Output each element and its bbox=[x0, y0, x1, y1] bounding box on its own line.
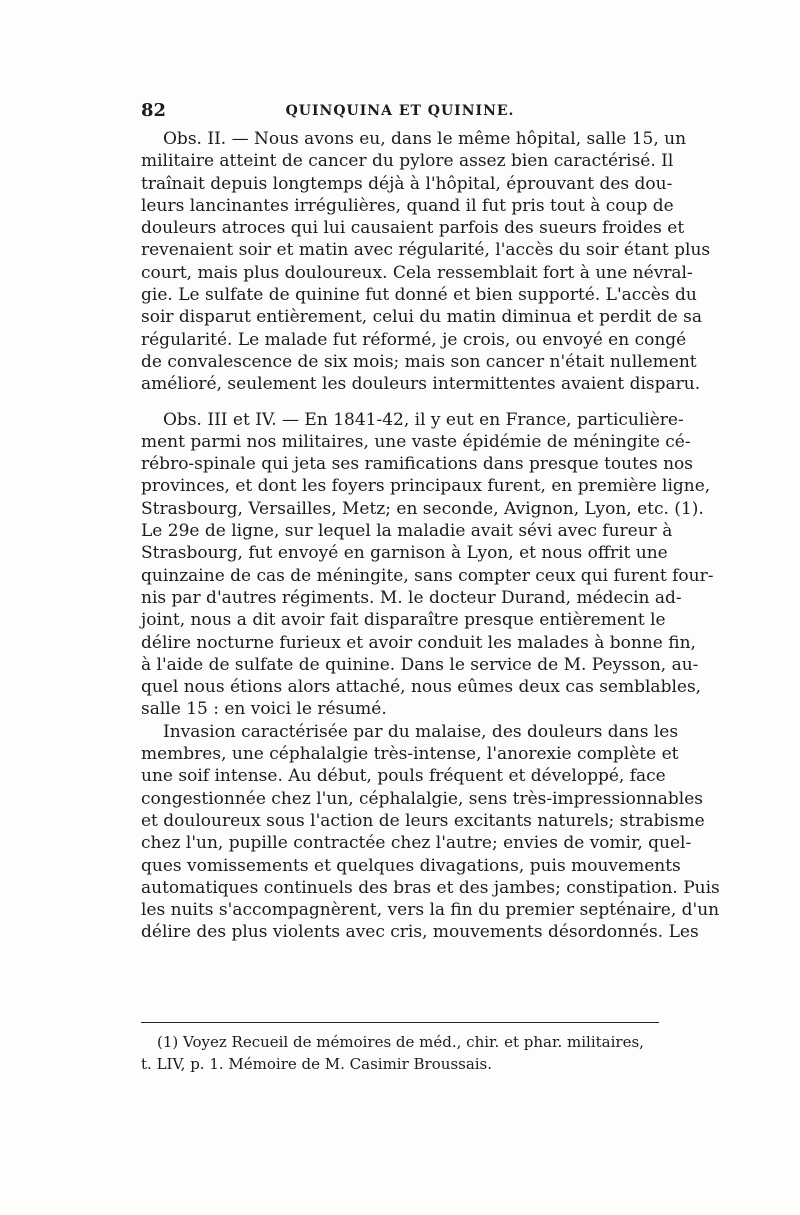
observation-2-paragraph bbox=[141, 128, 711, 396]
text-line: quel nous étions alors attaché, nous eûmes deux cas semblables, bbox=[141, 677, 702, 698]
text-line: amélioré, seulement les douleurs intermittentes avaient disparu. bbox=[141, 374, 701, 395]
text-line: soir disparut entièrement, celui du matin diminua et perdit de sa bbox=[141, 307, 702, 328]
text-line: provinces, et dont les foyers principaux furent, en première ligne, bbox=[141, 476, 711, 497]
footnote-line-2: t. LIV, p. 1. Mémoire de M. Casimir Broussais. bbox=[141, 1055, 493, 1073]
text-line: automatiques continuels des bras et des jambes; constipation. Puis bbox=[141, 877, 720, 898]
text-line: congestionnée chez l'un, céphalalgie, sens très-impressionnables bbox=[141, 788, 703, 809]
text-line: délire des plus violents avec cris, mouvements désordonnés. Les bbox=[141, 922, 699, 943]
text-line: court, mais plus douloureux. Cela ressemblait fort à une névral- bbox=[141, 262, 693, 283]
text-line: traînait depuis longtemps déjà à l'hôpital, éprouvant des dou- bbox=[141, 173, 673, 194]
page-body bbox=[141, 128, 720, 944]
text-line: ment parmi nos militaires, une vaste épidémie de méningite cé- bbox=[141, 431, 691, 452]
text-line: rébro-spinale qui jeta ses ramifications dans presque toutes nos bbox=[141, 454, 694, 475]
text-line: délire nocturne furieux et avoir conduit les malades à bonne fin, bbox=[141, 632, 696, 653]
footnote-divider bbox=[141, 1022, 659, 1023]
text-line: leurs lancinantes irrégulières, quand il fut pris tout à coup de bbox=[141, 195, 674, 216]
text-line: Le 29e de ligne, sur lequel la maladie avait sévi avec fureur à bbox=[141, 521, 673, 542]
text-line: gie. Le sulfate de quinine fut donné et bien supporté. L'accès du bbox=[141, 285, 697, 306]
footnote bbox=[141, 1031, 659, 1075]
text-line: les nuits s'accompagnèrent, vers la fin du premier septénaire, d'un bbox=[141, 900, 720, 921]
text-line: Invasion caractérisée par du malaise, des douleurs dans les bbox=[163, 721, 679, 742]
page-header bbox=[141, 96, 659, 126]
text-line: joint, nous a dit avoir fait disparaître presque entièrement le bbox=[141, 610, 666, 631]
text-line: Strasbourg, fut envoyé en garnison à Lyon, et nous offrit une bbox=[141, 543, 668, 564]
text-line: une soif intense. Au début, pouls fréquent et développé, face bbox=[141, 766, 666, 787]
text-line: régularité. Le malade fut réformé, je crois, ou envoyé en congé bbox=[141, 329, 687, 350]
text-line: Strasbourg, Versailles, Metz; en seconde, Avignon, Lyon, etc. (1). bbox=[141, 498, 704, 519]
text-line: ques vomissements et quelques divagations, puis mouvements bbox=[141, 855, 681, 876]
text-line: membres, une céphalalgie très-intense, l'anorexie complète et bbox=[141, 744, 679, 765]
text-line: quinzaine de cas de méningite, sans compter ceux qui furent four- bbox=[141, 565, 714, 586]
footnote-line-1: (1) Voyez Recueil de mémoires de méd., chir. et phar. militaires, bbox=[157, 1033, 644, 1051]
text-line: salle 15 : en voici le résumé. bbox=[141, 699, 387, 720]
text-line: revenaient soir et matin avec régularité, l'accès du soir étant plus bbox=[141, 240, 711, 261]
text-line: et douloureux sous l'action de leurs excitants naturels; strabisme bbox=[141, 810, 705, 831]
text-line: à l'aide de sulfate de quinine. Dans le service de M. Peysson, au- bbox=[141, 654, 699, 675]
text-line: chez l'un, pupille contractée chez l'autre; envies de vomir, quel- bbox=[141, 833, 692, 854]
text-line: Obs. II. — Nous avons eu, dans le même hôpital, salle 15, un bbox=[163, 129, 687, 149]
running-title: QUINQUINA ET QUININE. bbox=[285, 103, 515, 119]
summary-paragraph bbox=[141, 721, 720, 944]
text-line: militaire atteint de cancer du pylore assez bien caractérisé. Il bbox=[141, 151, 674, 172]
text-line: de convalescence de six mois; mais son cancer n'était nullement bbox=[141, 351, 697, 372]
observation-3-4-paragraph bbox=[141, 409, 714, 721]
text-line: Obs. III et IV. — En 1841-42, il y eut en France, particulière- bbox=[163, 409, 684, 430]
text-line: nis par d'autres régiments. M. le docteur Durand, médecin ad- bbox=[141, 587, 682, 608]
text-line: douleurs atroces qui lui causaient parfois des sueurs froides et bbox=[141, 218, 685, 239]
page-number: 82 bbox=[141, 100, 167, 121]
